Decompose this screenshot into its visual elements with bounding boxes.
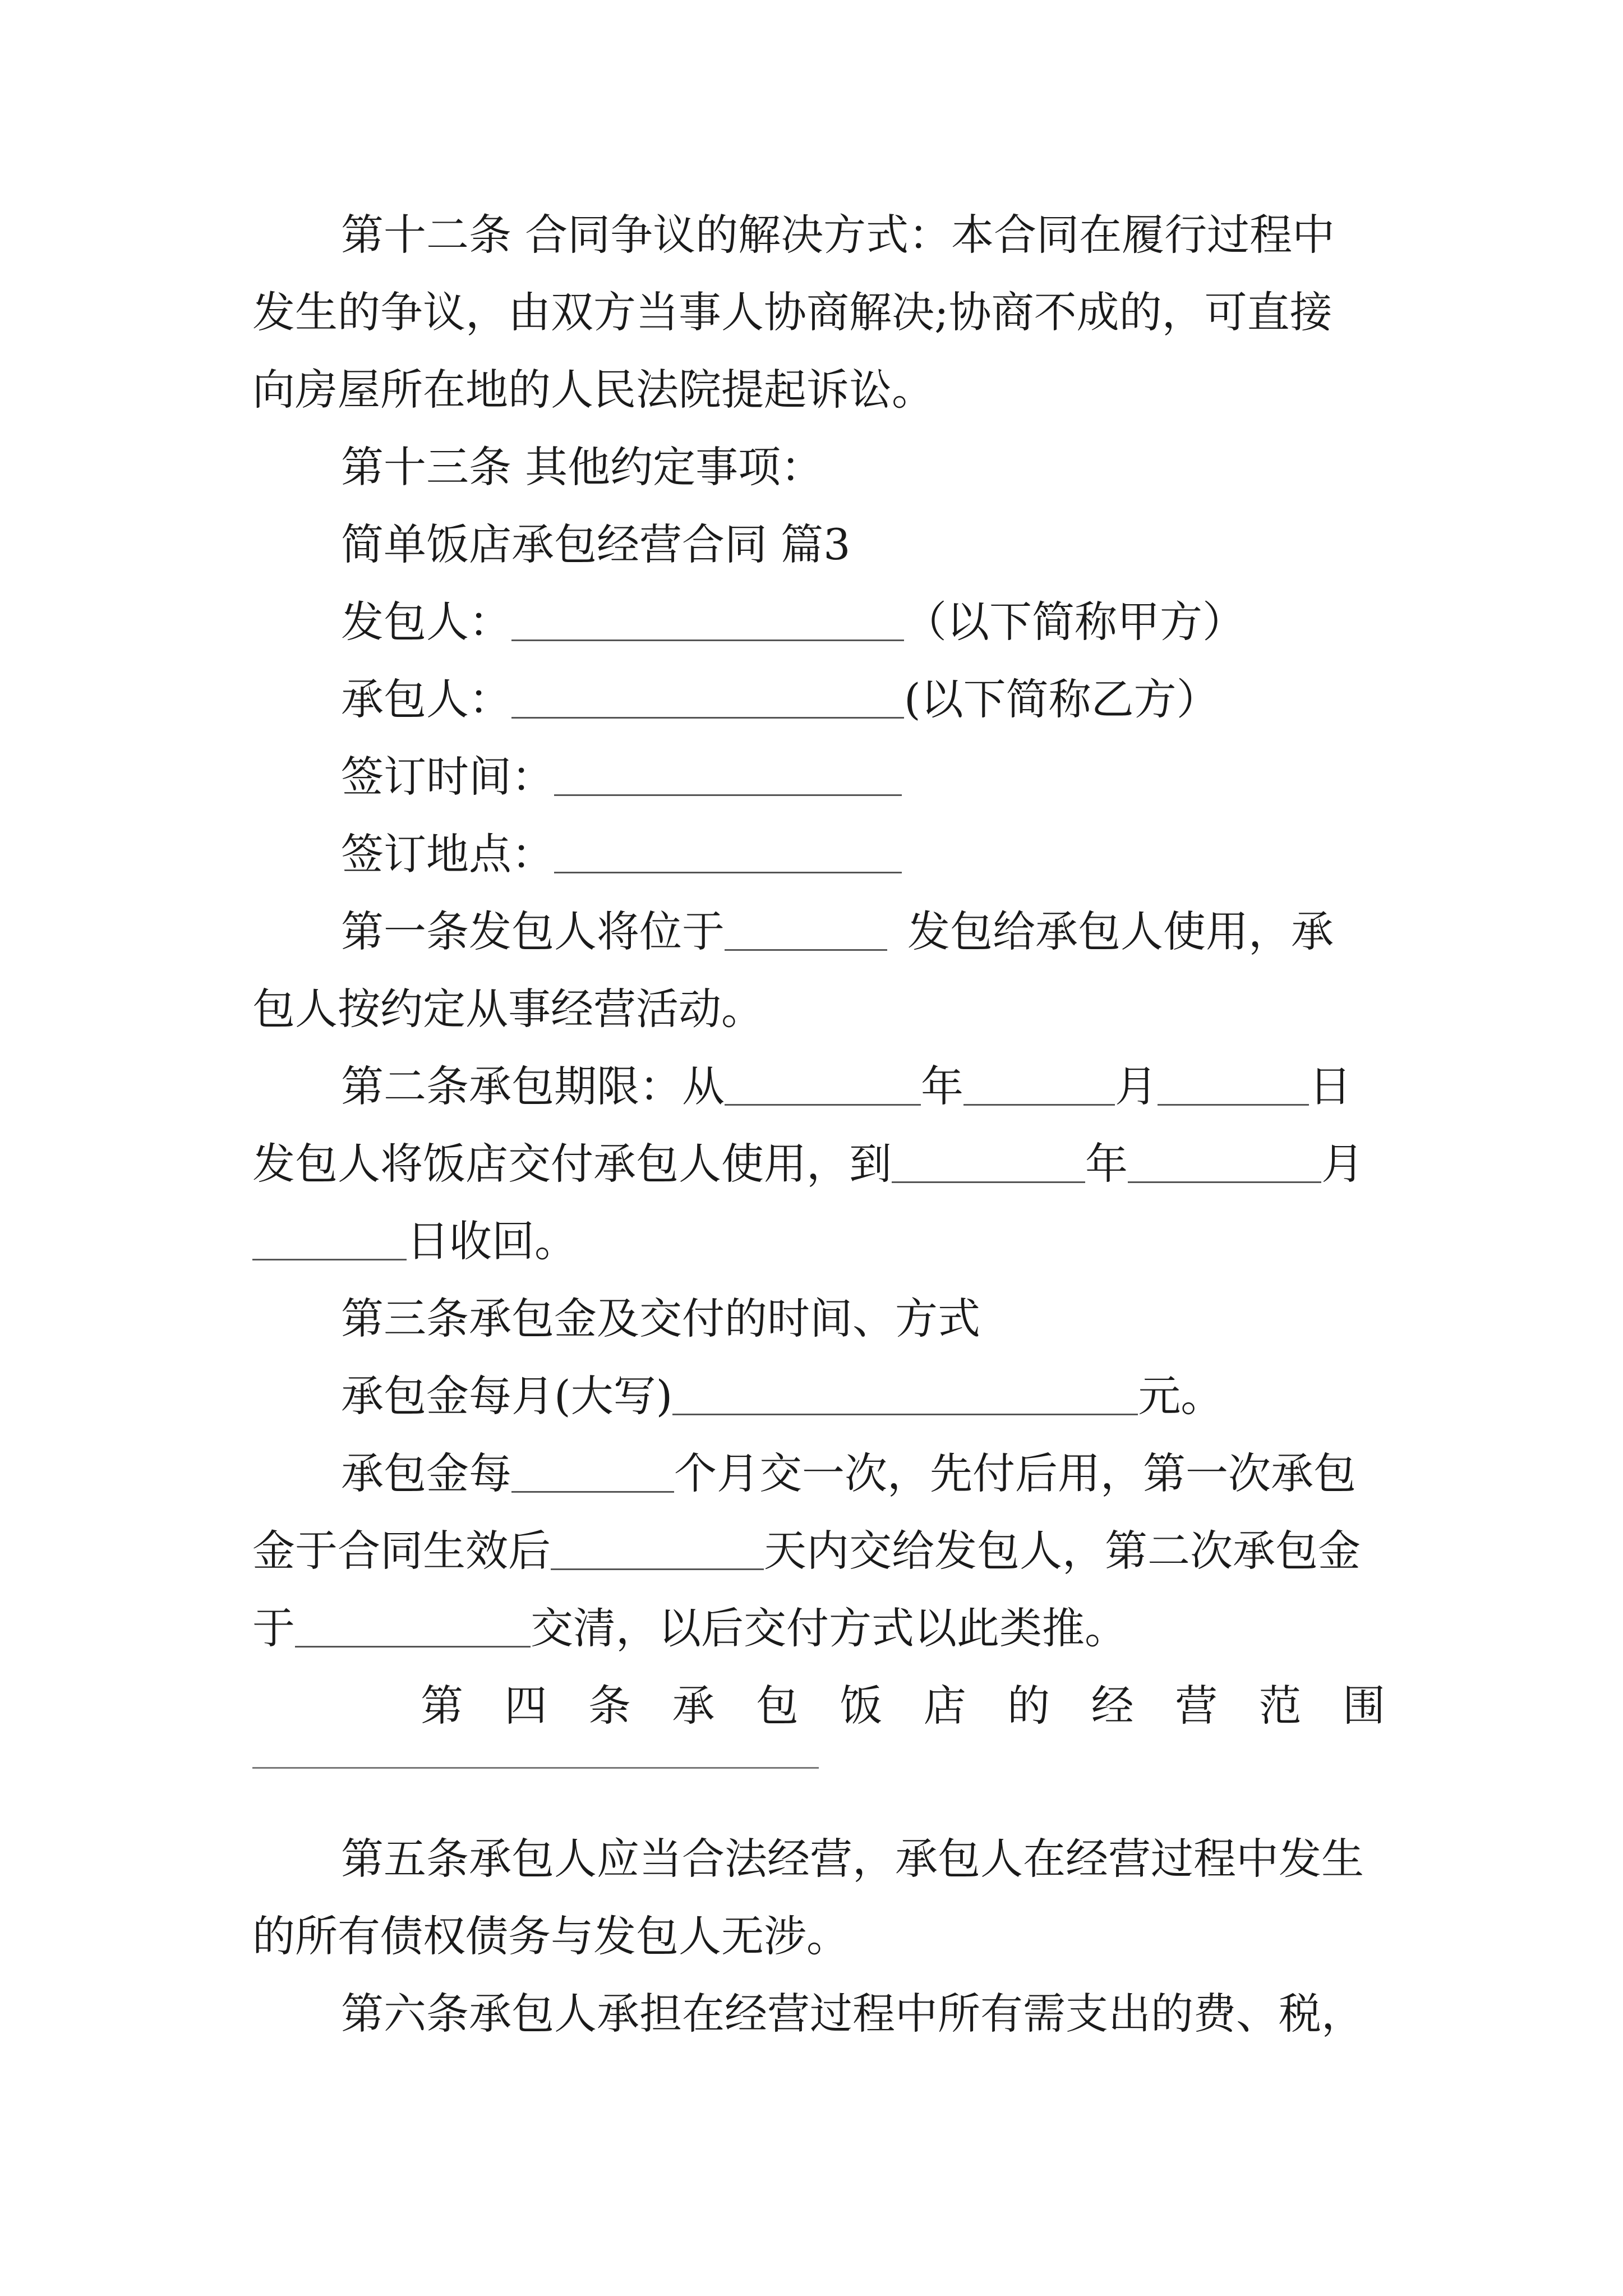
contractor-suffix: (以下简称乙方） [904, 674, 1219, 724]
article-4-char: 承 [672, 1681, 715, 1731]
sign-place-line [252, 816, 1385, 893]
employer-suffix: （以下简称甲方） [904, 597, 1245, 647]
end-year-label: 年 [1085, 1139, 1128, 1189]
article-3-payment-line-2 [252, 1512, 1385, 1590]
sign-place-label: 签订地点： [341, 829, 554, 879]
article-4-char: 包 [755, 1681, 799, 1731]
article-12-line-3: 向房屋所在地的人民法院提起诉讼。 [252, 365, 934, 415]
article-4-char: 营 [1175, 1681, 1218, 1731]
sign-time-line [252, 738, 1385, 816]
article-4-char: 第 [421, 1681, 463, 1731]
article-1-text-pre: 第一条发包人将位于 [341, 907, 725, 956]
article-4-char: 四 [504, 1681, 547, 1731]
article-1-line-2: 包人按约定从事经营活动。 [252, 984, 764, 1034]
employer-label: 发包人： [341, 597, 511, 647]
payment-months-blank[interactable] [511, 1447, 674, 1493]
employer-blank[interactable] [511, 596, 904, 641]
payment-line-3-post: 交清，以后交付方式以此类推。 [531, 1603, 1127, 1653]
start-year-blank[interactable] [725, 1060, 921, 1106]
payment-days-blank[interactable] [551, 1525, 764, 1570]
sign-place-blank[interactable] [554, 828, 902, 873]
payment-line-2-pre: 金于合同生效后 [252, 1526, 551, 1576]
article-2-line-3-text: 日收回。 [407, 1216, 577, 1266]
contractor-label: 承包人： [341, 674, 511, 724]
article-3-payment-line-1 [252, 1435, 1385, 1512]
sign-time-blank[interactable] [554, 751, 902, 796]
amount-blank[interactable] [672, 1370, 1138, 1415]
month-label: 月 [1115, 1061, 1158, 1111]
article-13: 第十三条 其他约定事项： [341, 442, 824, 492]
contractor-line [252, 661, 1385, 738]
payment-line-3-pre: 于 [252, 1603, 295, 1653]
location-blank[interactable] [725, 905, 887, 951]
payment-text-pre: 承包金每 [341, 1448, 511, 1498]
employer-line [252, 583, 1385, 661]
article-5-line-1: 第五条承包人应当合法经营，承包人在经营过程中发生 [341, 1834, 1364, 1884]
article-4-char: 范 [1258, 1681, 1302, 1731]
amount-suffix: 元。 [1138, 1371, 1224, 1421]
end-year-blank[interactable] [892, 1138, 1085, 1183]
article-4-char: 的 [1007, 1681, 1050, 1731]
article-12-line-2: 发生的争议，由双方当事人协商解决;协商不成的，可直接 [252, 287, 1332, 337]
section-heading: 简单饭店承包经营合同 篇3 [341, 519, 851, 569]
article-3-payment-line-3 [252, 1590, 1385, 1667]
article-12-line-1: 第十二条 合同争议的解决方式：本合同在履行过程中 [341, 210, 1335, 260]
article-4-char: 店 [923, 1681, 966, 1731]
contractor-blank[interactable] [511, 673, 904, 719]
second-payment-blank[interactable] [295, 1602, 531, 1648]
start-month-blank[interactable] [963, 1060, 1115, 1106]
start-day-blank[interactable] [1158, 1060, 1309, 1106]
article-3-title: 第三条承包金及交付的时间、方式 [341, 1294, 980, 1343]
article-4-char: 饭 [840, 1681, 883, 1731]
article-3-amount-line [252, 1358, 1385, 1435]
payment-line-2-post: 天内交给发包人，第二次承包金 [764, 1526, 1361, 1576]
year-label: 年 [921, 1061, 963, 1111]
article-1-text-post: 发包给承包人使用，承 [907, 907, 1334, 956]
end-day-blank[interactable] [252, 1215, 407, 1260]
end-month-blank[interactable] [1128, 1138, 1321, 1183]
article-2-line-2 [252, 1125, 1385, 1203]
amount-label: 承包金每月(大写) [341, 1371, 673, 1421]
payment-text-post: 个月交一次，先付后用，第一次承包 [674, 1448, 1356, 1498]
article-4-char: 条 [588, 1681, 631, 1731]
article-4-char: 经 [1091, 1681, 1134, 1731]
article-5-line-2: 的所有债权债务与发包人无涉。 [252, 1911, 849, 1961]
day-label: 日 [1309, 1061, 1352, 1111]
article-2-line-2-text: 发包人将饭店交付承包人使用，到 [252, 1139, 892, 1189]
end-month-label: 月 [1321, 1139, 1364, 1189]
article-2-text-pre: 第二条承包期限：从 [341, 1061, 725, 1111]
article-2-line-1 [252, 1048, 1385, 1125]
article-4-scope-blank[interactable] [252, 1767, 819, 1769]
article-6-line-1: 第六条承包人承担在经营过程中所有需支出的费、税， [341, 1989, 1364, 2039]
article-2-line-3 [252, 1203, 1385, 1280]
article-1-line-1 [252, 893, 1385, 970]
document-body [252, 196, 1385, 2053]
article-4-char: 围 [1342, 1681, 1385, 1731]
sign-time-label: 签订时间： [341, 752, 554, 802]
article-4-scope-line [252, 1667, 1385, 1745]
